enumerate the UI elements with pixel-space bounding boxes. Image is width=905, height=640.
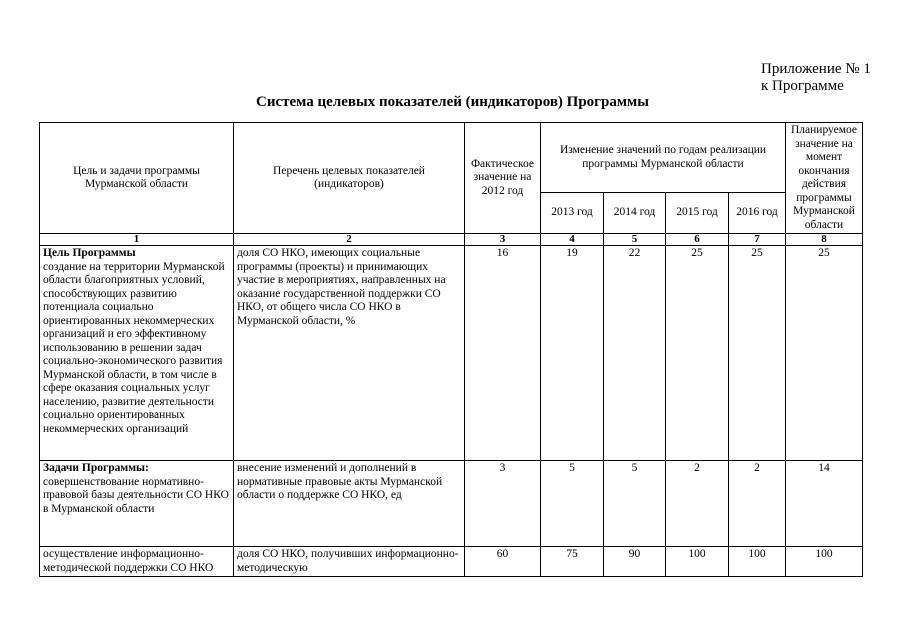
value-2013: 75 [541,547,604,577]
appendix-line-2: к Программе [761,78,844,94]
task-text: совершенствование нормативно-правовой базы деятельности СО НКО в Мурманской области [43,475,229,515]
appendix-label [761,61,871,95]
col-number: 2 [234,234,465,246]
col-number: 1 [40,234,234,246]
value-2016: 25 [729,246,786,461]
goal-label: Цель Программы [43,247,136,259]
header-year-2016: 2016 год [729,193,786,234]
actual-value: 3 [465,461,541,547]
value-2014: 5 [604,461,666,547]
table-row [40,246,863,461]
goal-cell [40,547,234,577]
value-2014: 22 [604,246,666,461]
table-row [40,547,863,577]
planned-value: 100 [786,547,863,577]
tasks-label: Задачи Программы: [43,462,149,474]
value-2013: 19 [541,246,604,461]
header-indicators: Перечень целевых показателей (индикаторов) [234,123,465,234]
indicator-cell [234,547,465,577]
col-number: 4 [541,234,604,246]
indicator-cell: внесение изменений и дополнений в нормативные правовые акты Мурманской области о поддержке СО НКО, ед [234,461,465,547]
indicator-text: доля СО НКО, получивших информационно-методическую [237,548,459,574]
appendix-line-1: Приложение № 1 [761,61,871,77]
goal-cell [40,461,234,547]
actual-value: 16 [465,246,541,461]
value-2016: 100 [729,547,786,577]
col-number: 5 [604,234,666,246]
value-2016: 2 [729,461,786,547]
header-goal: Цель и задачи программы Мурманской области [40,123,234,234]
indicator-cell: доля СО НКО, имеющих социальные программы (проекты) и принимающих участие в мероприятиях, направленных на оказание государственной поддержки СО НКО, от общего числа СО НКО в Мурманской области, % [234,246,465,461]
document-title: Система целевых показателей (индикаторов) Программы [256,94,649,110]
header-row-1 [40,123,863,193]
table-row [40,461,863,547]
value-2015: 100 [666,547,729,577]
header-year-2014: 2014 год [604,193,666,234]
col-number: 7 [729,234,786,246]
header-year-2015: 2015 год [666,193,729,234]
value-2015: 2 [666,461,729,547]
header-actual-2012: Фактическое значение на 2012 год [465,123,541,234]
value-2015: 25 [666,246,729,461]
actual-value: 60 [465,547,541,577]
header-change-by-year: Изменение значений по годам реализации программы Мурманской области [541,123,786,193]
col-number: 3 [465,234,541,246]
goal-text: создание на территории Мурманской области благоприятных условий, способствующих развитию потенциала социально ориентированных некоммерческих организаций и его эффективному использованию в решении задач социально-экономического развития Мурманской области, в том числе в сфере оказания социальных услуг населению, развитие деятельности социально ориентированных некоммерческих организаций [43,260,225,435]
value-2014: 90 [604,547,666,577]
header-year-2013: 2013 год [541,193,604,234]
header-planned: Планируемое значение на момент окончания действия программы Мурманской области [786,123,863,234]
value-2013: 5 [541,461,604,547]
indicators-table [39,122,863,577]
planned-value: 14 [786,461,863,547]
planned-value: 25 [786,246,863,461]
goal-cell [40,246,234,461]
task-text: осуществление информационно-методической поддержки СО НКО [43,548,214,574]
col-number: 6 [666,234,729,246]
column-numbers-row [40,234,863,246]
col-number: 8 [786,234,863,246]
